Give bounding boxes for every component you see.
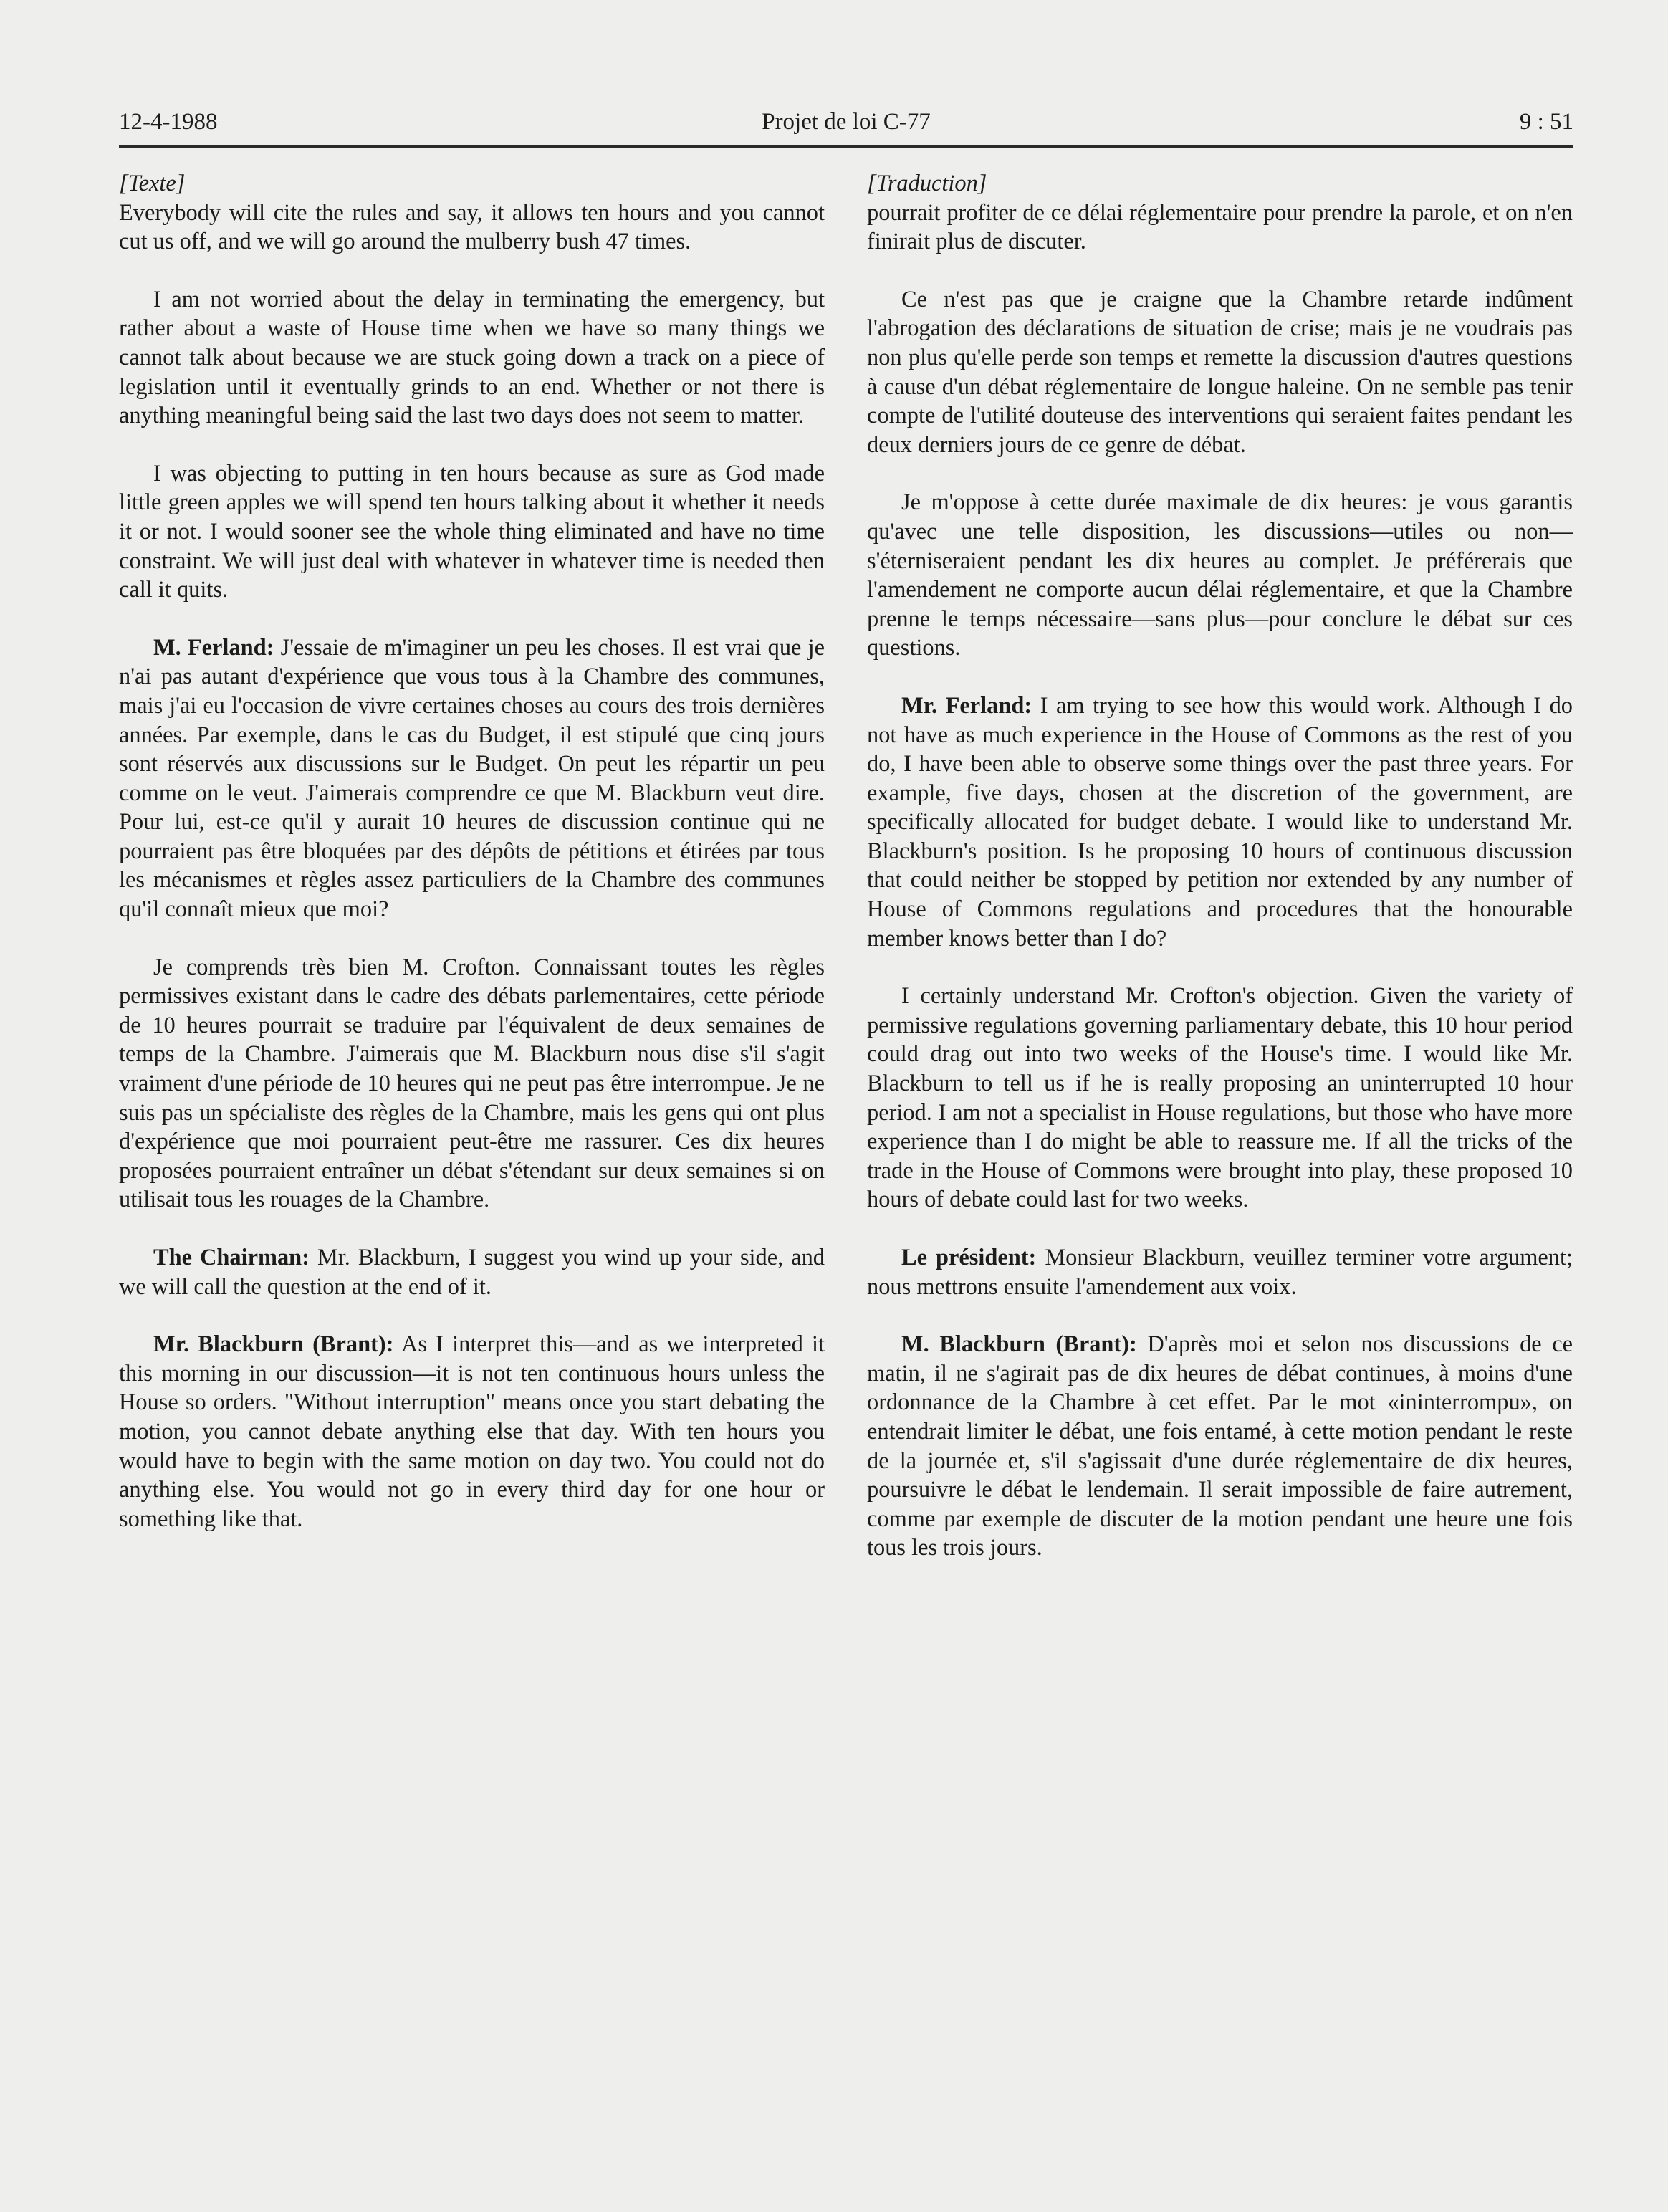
speaker-name: The Chairman:	[153, 1245, 310, 1270]
paragraph: pourrait profiter de ce délai réglementaire pour prendre la parole, et on n'en finirait plus de discuter.	[867, 199, 1573, 255]
speech-paragraph	[119, 1243, 825, 1301]
speech-text: J'essaie de m'imaginer un peu les choses. Il est vrai que je n'ai pas autant d'expérience que vous tous à la Chambre des communes, mais j'ai eu l'occasion de vivre certaines choses au cours des trois dernières années. Par exemple, dans le cas du Budget, il est stipulé que cinq jours sont réservés aux discussions sur le Budget. On peut les répartir un peu comme on le veut. J'aimerais comprendre ce que M. Blackburn veut dire. Pour lui, est-ce qu'il y aurait 10 heures de discussion continue qui ne pourraient pas être bloquées par des dépôts de pétitions et étirées par tous les mécanismes et règles assez particuliers de la Chambre des communes qu'il connaît mieux que moi?	[119, 634, 825, 923]
speaker-name: M. Blackburn (Brant):	[901, 1331, 1137, 1358]
speech-paragraph	[119, 1330, 825, 1533]
speech-text: Mr. Blackburn, I suggest you wind up your side, and we will call the question at the end of it.	[119, 1245, 825, 1300]
speech-paragraph	[867, 1330, 1573, 1563]
paragraph: Everybody will cite the rules and say, it allows ten hours and you cannot cut us off, and we will go around the mulberry bush 47 times.	[119, 199, 825, 255]
paragraph: I certainly understand Mr. Crofton's objection. Given the variety of permissive regulations governing parliamentary debate, this 10 hour period could drag out into two weeks of the House's time. I would like Mr. Blackburn to tell us if he is really proposing an uninterrupted 10 hour period. I am not a specialist in House regulations, but those who have more experience than I do might be able to reassure me. If all the tricks of the trade in the House of Commons were brought into play, these proposed 10 hours of debate could last for two weeks.	[867, 983, 1573, 1213]
speaker-name: M. Ferland:	[153, 634, 274, 661]
speaker-name: Mr. Blackburn (Brant):	[153, 1331, 394, 1358]
page-header	[119, 109, 1573, 146]
paragraph: Je m'oppose à cette durée maximale de dix heures: je vous garantis qu'avec une telle disposition, les discussions—utiles ou non—s'éterniseraient pendant les dix heures au complet. Je préférerais que l'amendement ne comporte aucun délai réglementaire, et que la Chambre prenne le temps nécessaire—sans plus—pour conclure le débat sur ces questions.	[867, 489, 1573, 661]
speech-paragraph	[119, 633, 825, 924]
speech-text: Monsieur Blackburn, veuillez terminer votre argument; nous mettrons ensuite l'amendement aux voix.	[867, 1245, 1573, 1300]
speech-text: D'après moi et selon nos discussions de ce matin, il ne s'agirait pas de dix heures de débat continues, à moins d'une ordonnance de la Chambre à cet effet. Par le mot «ininterrompu», on entendrait limiter le débat, une fois entamé, à cette motion pendant le reste de la journée et, s'il s'agissait d'une durée réglementaire de dix heures, poursuivre le débat le lendemain. Il serait impossible de faire autrement, comme par exemple de discuter de la motion pendant une heure une fois tous les trois jours.	[867, 1331, 1573, 1561]
header-title: Projet de loi C-77	[762, 109, 931, 135]
column-tag: [Traduction]	[867, 171, 987, 196]
header-page-number: 9 : 51	[1519, 109, 1573, 135]
speech-paragraph	[867, 691, 1573, 953]
column-tag: [Texte]	[119, 171, 186, 196]
speaker-name: Mr. Ferland:	[901, 692, 1032, 719]
paragraph: Je comprends très bien M. Crofton. Connaissant toutes les règles permissives existant dans le cadre des débats parlementaires, cette période de 10 heures pourrait se traduire par l'équivalent de deux semaines de temps de la Chambre. J'aimerais que M. Blackburn nous dise s'il s'agit vraiment d'une période de 10 heures qui ne peut pas être interrompue. Je ne suis pas un spécialiste des règles de la Chambre, mais les gens qui ont plus d'expérience que moi pourraient peut-être me rassurer. Ces dix heures proposées pourraient entraîner un débat s'étendant sur deux semaines si on utilisait tous les rouages de la Chambre.	[119, 954, 825, 1213]
speech-text: I am trying to see how this would work. Although I do not have as much experience in the House of Commons as the rest of you do, I have been able to observe some things over the past three years. For example, five days, chosen at the discretion of the government, are specifically allocated for budget debate. I would like to understand Mr. Blackburn's position. Is he proposing 10 hours of continuous discussion that could neither be stopped by petition nor extended by any number of House of Commons regulations and procedures that the honourable member knows better than I do?	[867, 692, 1573, 952]
speech-text: As I interpret this—and as we interpreted it this morning in our discussion—it is not ten continuous hours unless the House so orders. "Without interruption" means once you start debating the motion, you cannot debate anything else that day. With ten hours you would have to begin with the same motion on day two. You could not do anything else. You would not go in every third day for one hour or something like that.	[119, 1331, 825, 1532]
speech-paragraph	[867, 1243, 1573, 1301]
french-column	[867, 169, 1573, 1563]
speaker-name: Le président:	[901, 1245, 1037, 1270]
header-date: 12-4-1988	[119, 109, 218, 135]
paragraph: I was objecting to putting in ten hours because as sure as God made little green apples we will spend ten hours talking about it whether it needs it or not. I would sooner see the whole thing eliminated and have no time constraint. We will just deal with whatever in whatever time is needed then call it quits.	[119, 460, 825, 603]
header-rule	[119, 145, 1573, 148]
paragraph: Ce n'est pas que je craigne que la Chambre retarde indûment l'abrogation des déclarations de situation de crise; mais je ne voudrais pas non plus qu'elle perde son temps et remette la discussion d'autres questions à cause d'un débat réglementaire de longue haleine. On ne semble pas tenir compte de l'utilité douteuse des interventions qui seraient faites pendant les deux derniers jours de ce genre de débat.	[867, 286, 1573, 458]
paragraph: I am not worried about the delay in terminating the emergency, but rather about a waste of House time when we have so many things we cannot talk about because we are stuck going down a track on a piece of legislation until it eventually grinds to an end. Whether or not there is anything meaningful being said the last two days does not seem to matter.	[119, 286, 825, 429]
english-column	[119, 169, 825, 1533]
